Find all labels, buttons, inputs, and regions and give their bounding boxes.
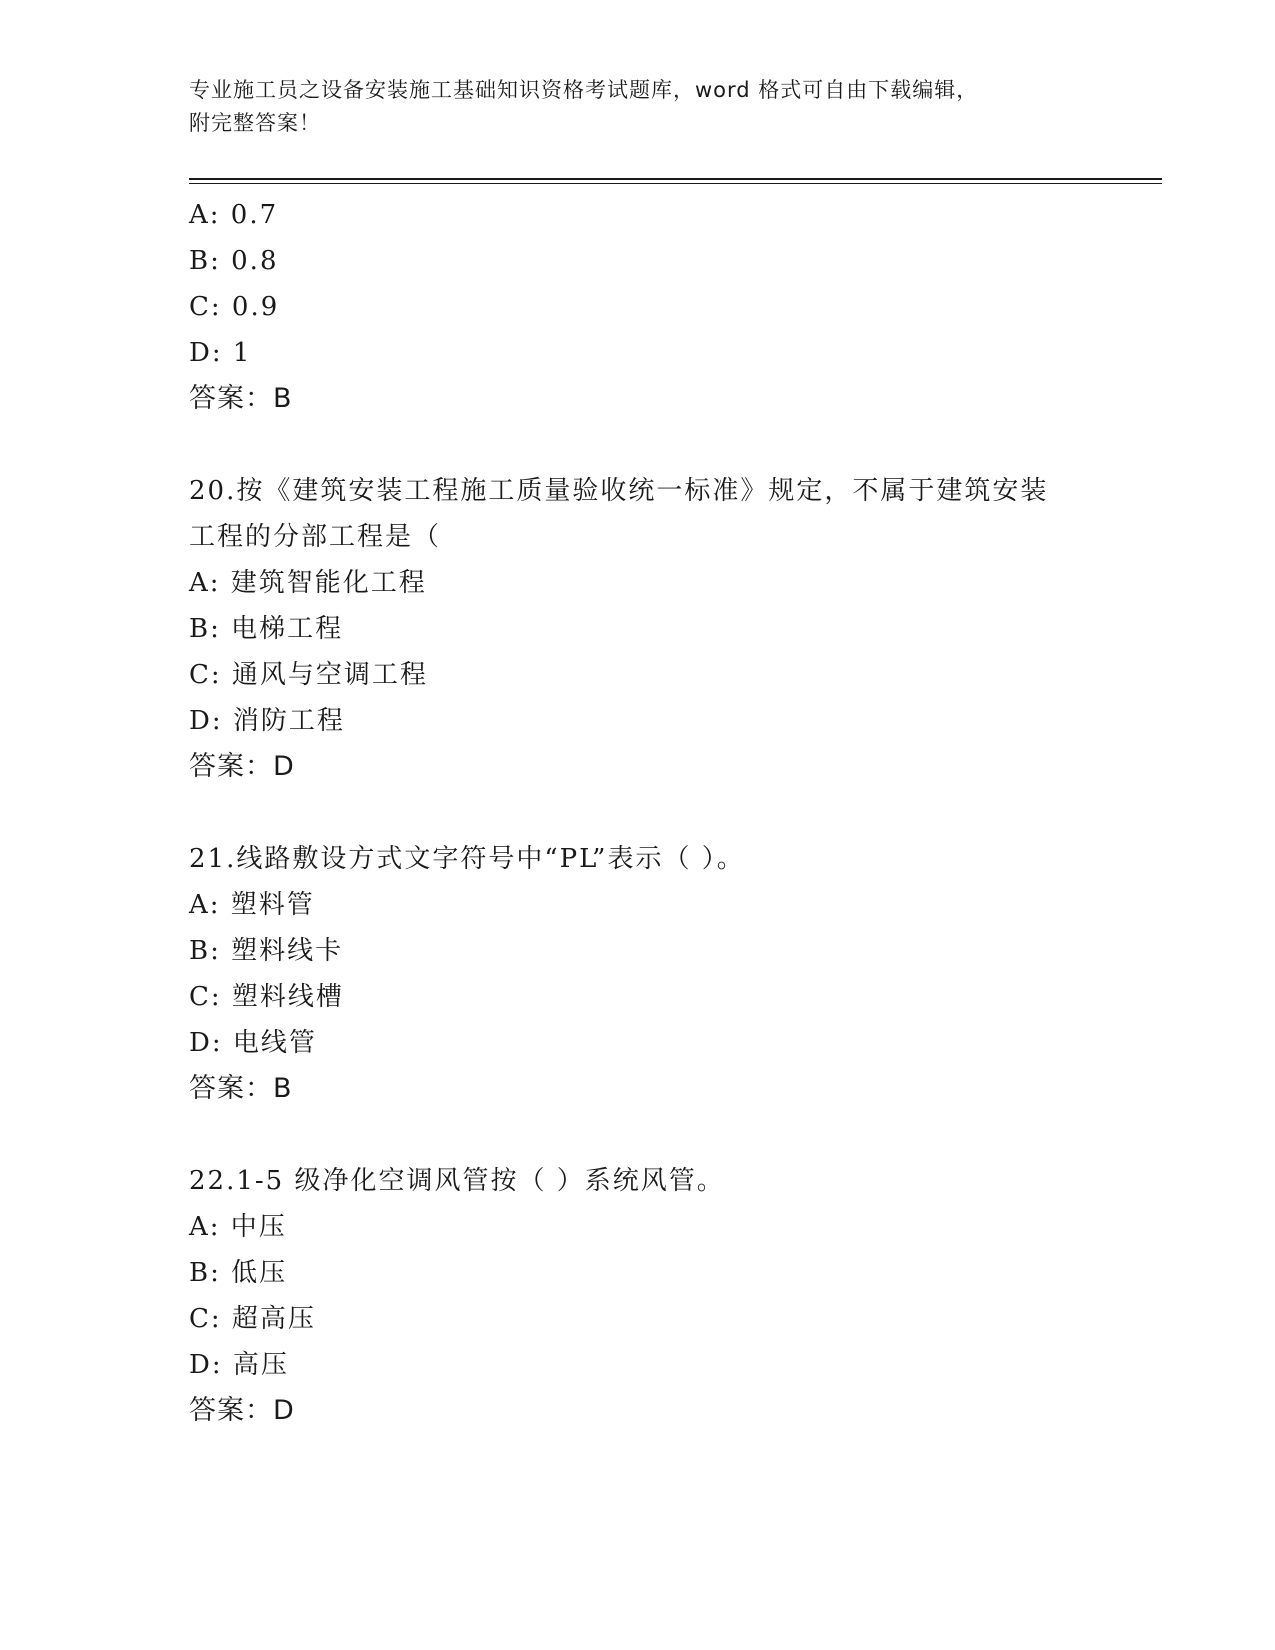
option-b: B: 0.8 <box>189 246 279 276</box>
question-stem: 20.按《建筑安装工程施工质量验收统一标准》规定，不属于建筑安装 <box>189 476 1049 506</box>
option-a: A: 0.7 <box>189 200 279 230</box>
option-d: D: 消防工程 <box>189 706 345 736</box>
header-line-2: 附完整答案！ <box>189 111 321 135</box>
option-d: D: 高压 <box>189 1350 289 1380</box>
question-20 <box>189 468 1089 790</box>
option-b: B: 塑料线卡 <box>189 936 344 966</box>
question-22 <box>189 1158 1089 1434</box>
answer: 答案：B <box>189 383 293 414</box>
header-line-1: 专业施工员之设备安装施工基础知识资格考试题库，word 格式可自由下载编辑， <box>189 78 979 102</box>
document-header <box>189 74 1089 140</box>
option-a: A: 中压 <box>189 1212 287 1242</box>
answer: 答案：B <box>189 1073 293 1104</box>
option-d: D: 1 <box>189 338 252 368</box>
option-c: C: 通风与空调工程 <box>189 660 428 690</box>
option-d: D: 电线管 <box>189 1028 317 1058</box>
option-b: B: 电梯工程 <box>189 614 344 644</box>
header-rule-thick <box>189 178 1162 180</box>
question-stem: 21.线路敷设方式文字符号中“PL”表示（ ）。 <box>189 844 745 874</box>
option-b: B: 低压 <box>189 1258 288 1288</box>
question-19 <box>189 192 1089 422</box>
option-c: C: 超高压 <box>189 1304 316 1334</box>
spacer <box>189 1112 1089 1158</box>
option-c: C: 塑料线槽 <box>189 982 344 1012</box>
option-a: A: 塑料管 <box>189 890 315 920</box>
question-stem: 22.1-5 级净化空调风管按（ ）系统风管。 <box>189 1166 725 1196</box>
option-c: C: 0.9 <box>189 292 280 322</box>
answer: 答案：D <box>189 751 295 782</box>
option-a: A: 建筑智能化工程 <box>189 568 427 598</box>
spacer <box>189 422 1089 468</box>
question-21 <box>189 836 1089 1112</box>
question-list <box>189 192 1089 1434</box>
spacer <box>189 790 1089 836</box>
header-rule-thin <box>189 183 1162 184</box>
answer: 答案：D <box>189 1395 295 1426</box>
question-stem-continued: 工程的分部工程是（ <box>189 522 442 552</box>
